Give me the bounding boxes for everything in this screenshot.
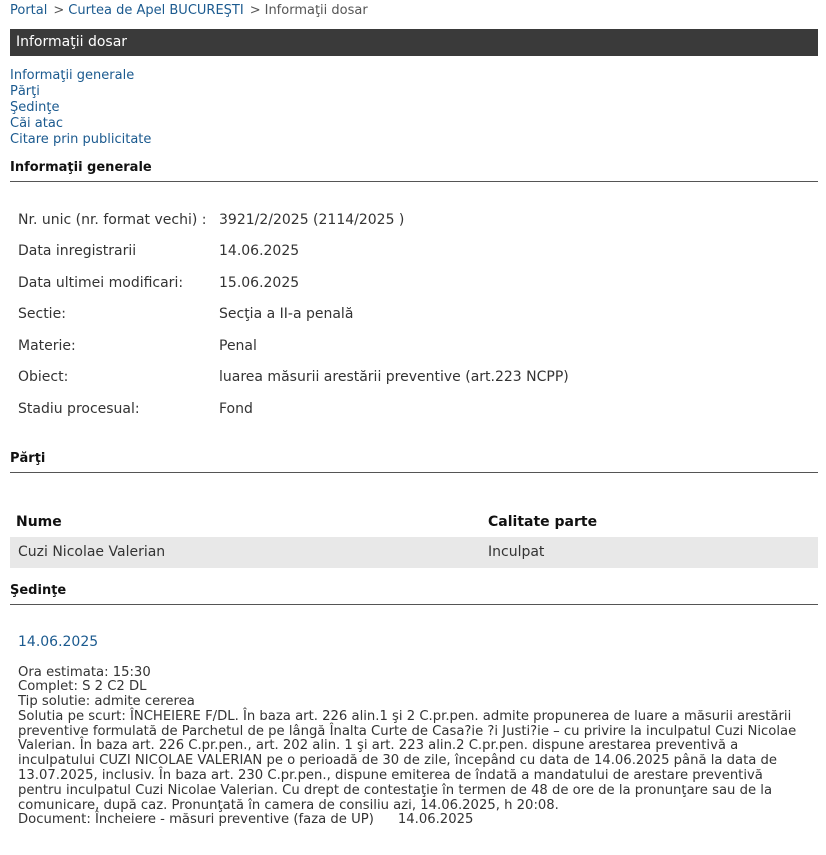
hearing-panel: Complet: S 2 C2 DL bbox=[18, 679, 147, 695]
info-row bbox=[10, 299, 569, 331]
info-label: Stadiu procesual: bbox=[18, 400, 140, 417]
info-value: luarea măsurii arestării preventive (art.223 NCPP) bbox=[219, 369, 569, 386]
info-label: Nr. unic (nr. format vechi) : bbox=[18, 211, 207, 228]
hearing-date: 14.06.2025 bbox=[18, 633, 99, 650]
section-heading-general-info: Informaţii generale bbox=[10, 160, 818, 182]
parties-table bbox=[10, 507, 818, 568]
hearing-document-date: 14.06.2025 bbox=[397, 812, 474, 828]
nav-link-general-info[interactable]: Informaţii generale bbox=[10, 68, 135, 83]
hearing-solution-type: Tip solutie: admite cererea bbox=[18, 694, 195, 710]
hearing-details bbox=[10, 666, 808, 829]
hearing-document-line bbox=[18, 813, 808, 828]
breadcrumb-portal-link[interactable]: Portal bbox=[10, 3, 48, 18]
info-label: Sectie: bbox=[18, 306, 66, 323]
info-label: Obiect: bbox=[18, 369, 69, 386]
section-heading-parties: Părţi bbox=[10, 451, 818, 473]
info-value: Secţia a II-a penală bbox=[219, 306, 354, 323]
nav-link-appeals[interactable]: Căi atac bbox=[10, 116, 63, 131]
party-name: Cuzi Nicolae Valerian bbox=[10, 537, 482, 568]
breadcrumb-court-link[interactable]: Curtea de Apel BUCUREŞTI bbox=[68, 3, 244, 18]
info-value: Fond bbox=[219, 400, 253, 417]
column-header-role: Calitate parte bbox=[488, 513, 598, 530]
info-row bbox=[10, 236, 569, 268]
nav-link-hearings[interactable]: Şedinţe bbox=[10, 100, 60, 115]
breadcrumb-separator: > bbox=[53, 3, 65, 18]
page-title-bar: Informaţii dosar bbox=[10, 29, 818, 56]
info-row bbox=[10, 330, 569, 362]
info-row bbox=[10, 267, 569, 299]
hearing-solution-summary: Solutia pe scurt: ÎNCHEIERE F/DL. În baza art. 226 alin.1 şi 2 C.pr.pen. admite propunerea de luare a măsurii arestării preventive formulată de Parchetul de pe lângă Înalta Curte de Casa?ie ?i Justi?ie – cu privire la inculpatul Cuzi Nicolae Valerian. În baza art. 226 C.pr.pen., art. 202 alin. 1 şi art. 223 alin.2 C.pr.pen. dispune arestarea preventivă a inculpatului CUZI NICOLAE VALERIAN pe o perioadă de 30 de zile, începând cu data de 14.06.2025 până la data de 13.07.2025, inclusiv. În baza art. 230 C.pr.pen., dispune emiterea de îndată a mandatului de arestare preventivă pentru inculpatul Cuzi Nicolae Valerian. Cu drept de contestaţie în termen de 48 de ore de la pronunţare sau de la comunicare, după caz. Pronunţată în camera de consiliu azi, 14.06.2025, h 20:08. bbox=[18, 708, 797, 813]
breadcrumb-separator: > bbox=[249, 3, 261, 18]
hearing-estimated-time: Ora estimata: 15:30 bbox=[18, 664, 151, 680]
parties-header-row bbox=[10, 507, 818, 537]
column-header-name: Nume bbox=[16, 513, 62, 530]
info-value: 3921/2/2025 (2114/2025 ) bbox=[219, 211, 405, 228]
general-info-table bbox=[10, 204, 569, 425]
breadcrumb bbox=[10, 0, 818, 22]
info-label: Data ultimei modificari: bbox=[18, 274, 184, 291]
nav-link-parties[interactable]: Părţi bbox=[10, 84, 40, 99]
table-row bbox=[10, 537, 818, 568]
info-value: 14.06.2025 bbox=[219, 243, 300, 260]
info-row bbox=[10, 393, 569, 425]
info-value: 15.06.2025 bbox=[219, 274, 300, 291]
party-role: Inculpat bbox=[482, 537, 818, 568]
info-value: Penal bbox=[219, 337, 257, 354]
info-label: Data inregistrarii bbox=[18, 243, 137, 260]
section-nav bbox=[10, 68, 818, 148]
info-label: Materie: bbox=[18, 337, 76, 354]
info-row bbox=[10, 362, 569, 394]
section-heading-hearings: Şedinţe bbox=[10, 583, 818, 605]
nav-link-public-summons[interactable]: Citare prin publicitate bbox=[10, 132, 152, 147]
hearing-document: Document: Încheiere - măsuri preventive (faza de UP) bbox=[18, 812, 374, 828]
info-row bbox=[10, 204, 569, 236]
breadcrumb-current: Informaţii dosar bbox=[264, 3, 368, 18]
